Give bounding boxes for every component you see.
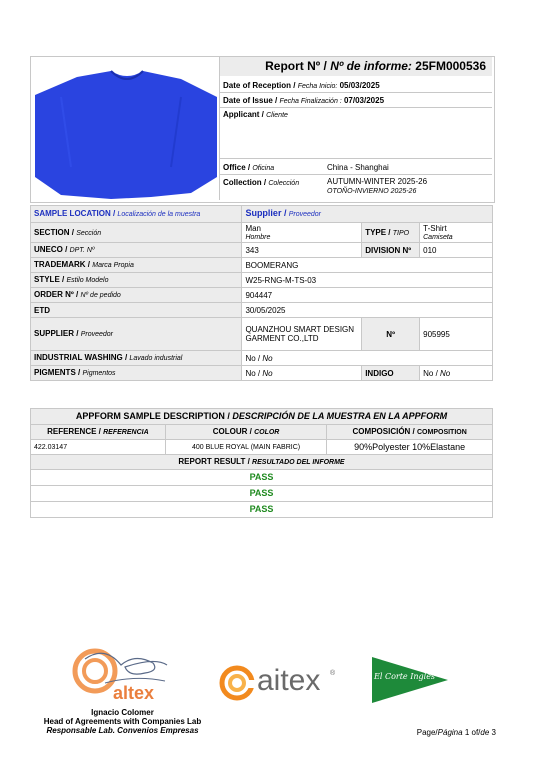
order-value: 904447 — [242, 288, 493, 303]
style-value: W25-RNG-M-TS-03 — [242, 273, 493, 288]
stamp-aitex-text: altex — [113, 683, 155, 703]
aitex-logo-icon — [218, 664, 256, 702]
table-row — [31, 273, 493, 288]
table-row — [31, 455, 493, 470]
table-row — [31, 409, 493, 425]
indigo-label: INDIGO — [362, 366, 420, 381]
table-row — [31, 303, 493, 318]
table-row — [31, 351, 493, 366]
colour-value: 400 BLUE ROYAL (MAIN FABRIC) — [165, 440, 327, 455]
page-number: Page/Página 1 of/de 3 — [416, 728, 496, 737]
pigments-label: PIGMENTS / Pigmentos — [31, 366, 242, 381]
section-value: Man Hombre — [242, 223, 362, 243]
type-label: TYPE / TIPO — [362, 223, 420, 243]
table-row — [31, 470, 493, 486]
result-pass: PASS — [31, 502, 493, 518]
collection-label: Collection / Colección — [223, 178, 300, 187]
colour-head: COLOUR / COLOR — [165, 425, 327, 440]
issue-date-line: Date of Issue / Fecha Finalización : 07/03/2025 — [220, 93, 492, 108]
registered-mark-icon: ® — [330, 670, 336, 677]
supplier-head: Supplier / Proveedor — [242, 206, 493, 223]
uneco-label: UNECO / DPT. Nº — [31, 243, 242, 258]
washing-value: No / No — [242, 351, 493, 366]
reference-head: REFERENCE / REFERENCIA — [31, 425, 166, 440]
table-row — [31, 206, 493, 223]
table-row — [31, 486, 493, 502]
type-value: T-Shirt Camiseta — [420, 223, 493, 243]
table-row — [31, 223, 493, 243]
table-row — [31, 258, 493, 273]
sample-photo — [31, 57, 219, 200]
signer-name: Ignacio Colomer — [91, 708, 154, 717]
trademark-value: BOOMERANG — [242, 258, 493, 273]
supplier-no-label: Nº — [362, 318, 420, 351]
composition-head: COMPOSICIÓN / COMPOSITION — [327, 425, 493, 440]
order-label: ORDER Nº / Nº de pedido — [31, 288, 242, 303]
report-number-title: Report Nº / Nº de informe: 25FM000536 — [220, 57, 492, 76]
collection-value: AUTUMN-WINTER 2025-26 OTOÑO-INVIERNO 2025-26 — [327, 177, 428, 195]
etd-label: ETD — [31, 303, 242, 318]
table-row — [31, 425, 493, 440]
reception-date-line: Date of Reception / Fecha Inicio: 05/03/2025 — [220, 78, 492, 93]
composition-value: 90%Polyester 10%Elastane — [327, 440, 493, 455]
supplier-label: SUPPLIER / Proveedor — [31, 318, 242, 351]
table-row — [31, 366, 493, 381]
reference-value: 422.03147 — [31, 440, 166, 455]
aitex-logo-text: aitex — [257, 664, 321, 697]
table-row — [31, 318, 493, 351]
sample-location-head: SAMPLE LOCATION / Localización de la muestra — [31, 206, 242, 223]
office-line: Office / Oficina China - Shanghai — [220, 158, 492, 175]
supplier-value: QUANZHOU SMART DESIGN GARMENT CO.,LTD — [242, 318, 362, 351]
appform-title: APPFORM SAMPLE DESCRIPTION / DESCRIPCIÓN DE LA MUESTRA EN LA APPFORM — [31, 409, 493, 425]
indigo-value: No / No — [420, 366, 493, 381]
style-label: STYLE / Estilo Modelo — [31, 273, 242, 288]
appform-table — [30, 408, 493, 518]
section-label: SECTION / Sección — [31, 223, 242, 243]
etd-value: 30/05/2025 — [242, 303, 493, 318]
supplier-no-value: 905995 — [420, 318, 493, 351]
table-row — [31, 288, 493, 303]
division-value: 010 — [420, 243, 493, 258]
pigments-value: No / No — [242, 366, 362, 381]
el-corte-ingles-text: El Corte Inglés — [374, 672, 436, 681]
applicant-line: Applicant / Cliente — [223, 110, 288, 119]
result-head: REPORT RESULT / RESULTADO DEL INFORME — [31, 455, 493, 470]
result-pass: PASS — [31, 470, 493, 486]
signer-role: Head of Agreements with Companies Lab — [43, 717, 202, 726]
table-row — [31, 502, 493, 518]
table-row — [31, 243, 493, 258]
table-row — [31, 440, 493, 455]
sample-info-table — [30, 205, 493, 381]
uneco-value: 343 — [242, 243, 362, 258]
signer-role-es: Responsable Lab. Convenios Empresas — [46, 726, 199, 735]
division-label: DIVISION Nº — [362, 243, 420, 258]
result-pass: PASS — [31, 486, 493, 502]
trademark-label: TRADEMARK / Marca Propia — [31, 258, 242, 273]
washing-label: INDUSTRIAL WASHING / Lavado industrial — [31, 351, 242, 366]
